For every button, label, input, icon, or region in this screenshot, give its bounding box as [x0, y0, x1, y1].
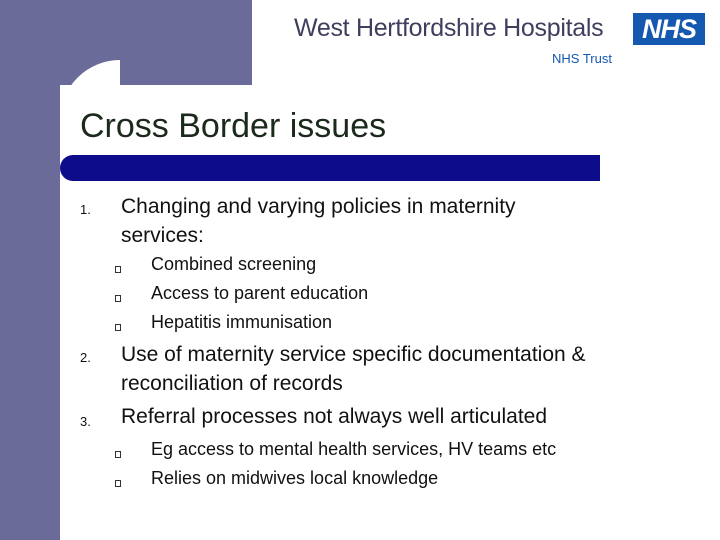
bullet-icon [115, 324, 121, 331]
sub-list-item: Access to parent education [151, 283, 369, 303]
organisation-subtitle: NHS Trust [552, 51, 612, 66]
list-item: Changing and varying policies in maternity services: [121, 195, 516, 247]
list-number: 3. [80, 414, 91, 429]
list-item: Use of maternity service specific documentation & reconciliation of records [121, 343, 586, 395]
sub-list-item: Relies on midwives local knowledge [151, 468, 439, 488]
sub-list-item: Eg access to mental health services, HV teams etc [151, 439, 557, 459]
bullet-icon [115, 295, 121, 302]
slide-title: Cross Border issues [80, 107, 387, 145]
bullet-icon [115, 480, 121, 487]
list-item: Referral processes not always well articulated [121, 405, 548, 428]
list-number: 2. [80, 350, 91, 365]
bullet-icon [115, 451, 121, 458]
bullet-icon [115, 266, 121, 273]
sub-list-item: Hepatitis immunisation [151, 312, 333, 332]
list-number: 1. [80, 202, 91, 217]
nhs-logo: NHS [633, 13, 705, 45]
organisation-name: West Hertfordshire Hospitals [294, 14, 604, 42]
sub-list-item: Combined screening [151, 254, 317, 274]
